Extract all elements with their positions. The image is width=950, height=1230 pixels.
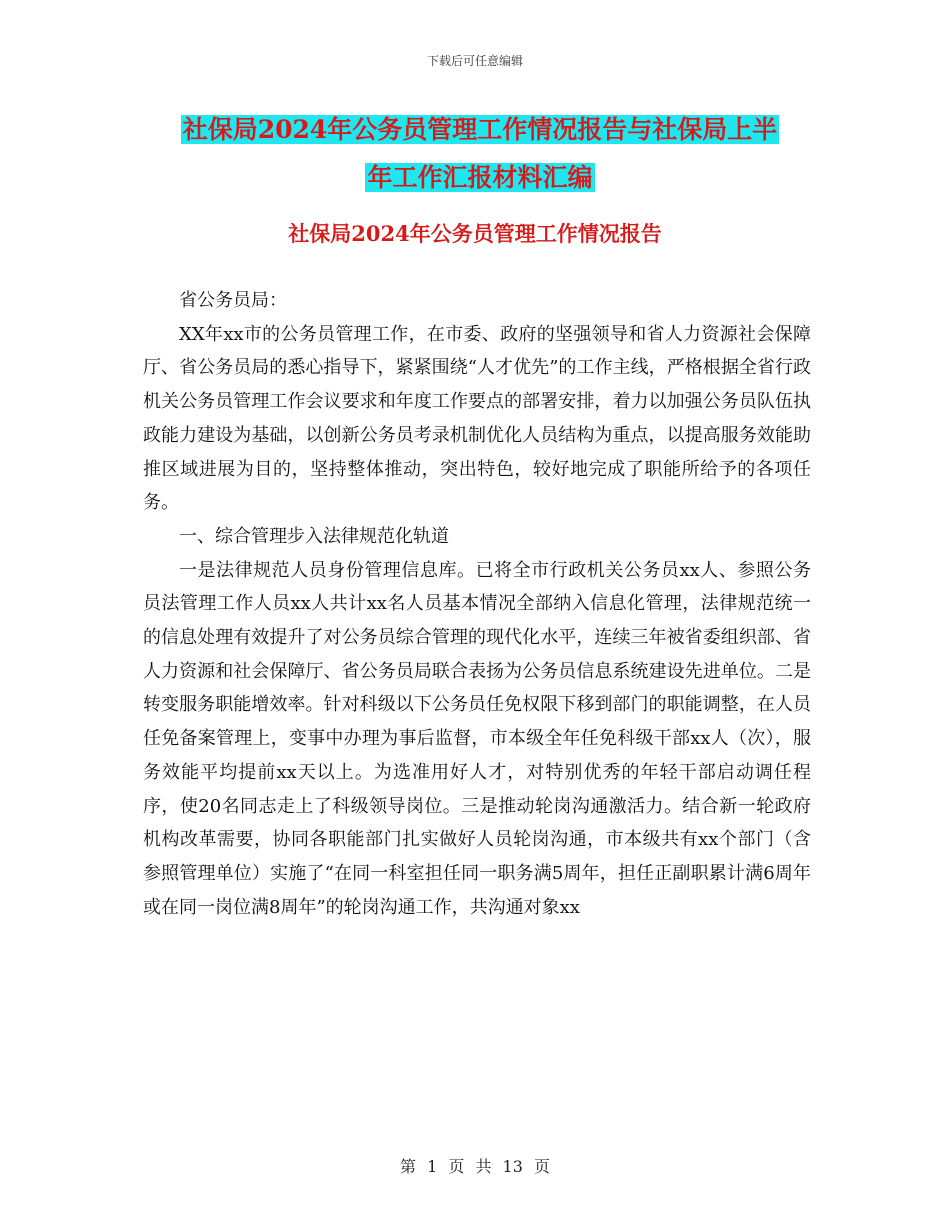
page-header: 下载后可任意编辑 <box>426 54 523 68</box>
document-title <box>140 106 820 202</box>
document-title-line-2: 年工作汇报材料汇编 <box>367 163 593 192</box>
document-title-line-1: 社保局2024年公务员管理工作情况报告与社保局上半 <box>182 115 778 144</box>
paragraph: 一是法律规范人员身份管理信息库。已将全市行政机关公务员xx人、参照公务员法管理工作人员xx人共计xx名人员基本情况全部纳入信息化管理，法律规范统一的信息处理有效提升了对公务员综合管理的现代化水平，连续三年被省委组织部、省人力资源和社会保障厅、省公务员局联合表扬为公务员信息系统建设先进单位。二是转变服务职能增效率。针对科级以下公务员任免权限下移到部门的职能调整，在人员任免备案管理上，变事中办理为事后监督，市本级全年任免科级干部xx人（次），服务效能平均提前xx天以上。为选准用好人才，对特别优秀的年轻干部启动调任程序，使20名同志走上了科级领导岗位。三是推动轮岗沟通激活力。结合新一轮政府机构改革需要，协同各职能部门扎实做好人员轮岗沟通，市本级共有xx个部门（含参照管理单位）实施了“在同一科室担任同一职务满5周年，担任正副职累计满6周年或在同一岗位满8周年”的轮岗沟通工作，共沟通对象xx <box>143 559 811 918</box>
page-number: 第 1 页 共 13 页 <box>400 1157 550 1176</box>
section-title: 社保局2024年公务员管理工作情况报告 <box>288 221 662 246</box>
salutation: 省公务员局： <box>179 290 287 311</box>
paragraph: XX年xx市的公务员管理工作，在市委、政府的坚强领导和省人力资源社会保障厅、省公务员局的悉心指导下，紧紧围绕“人才优先”的工作主线，严格根据全省行政机关公务员管理工作会议要求和年度工作要点的部署安排，着力以加强公务员队伍执政能力建设为基础，以创新公务员考录机制优化人员结构为重点，以提高服务效能助推区域进展为目的，坚持整体推动，突出特色，较好地完成了职能所给予的各项任务。 <box>143 323 811 514</box>
document-body <box>143 284 811 924</box>
section-heading: 一、综合管理步入法律规范化轨道 <box>179 525 449 547</box>
